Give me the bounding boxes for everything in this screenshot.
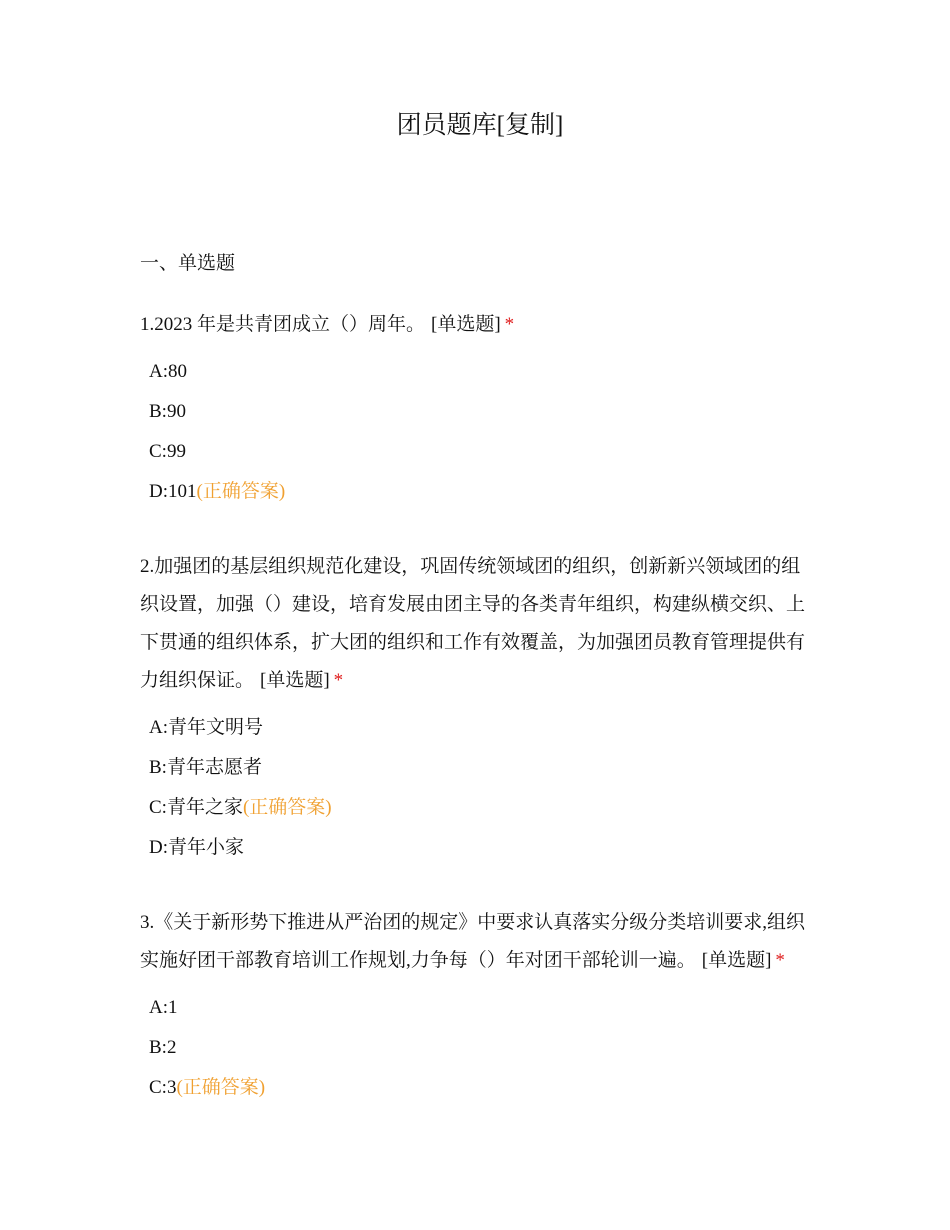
option-label: A:1 (149, 997, 178, 1018)
question-1-text-line (140, 306, 815, 344)
option-a[interactable] (149, 708, 815, 748)
option-label: B:2 (149, 1037, 177, 1058)
option-label: D:101 (149, 481, 197, 502)
option-a[interactable] (149, 352, 815, 392)
option-label: A:80 (149, 361, 187, 382)
question-3-options (149, 988, 815, 1108)
question-3-text-line (140, 904, 815, 980)
option-label: C:99 (149, 441, 186, 462)
question-1-text: 1.2023 年是共青团成立（）周年。 (140, 314, 426, 335)
question-2 (140, 548, 815, 868)
option-label: D:青年小家 (149, 837, 245, 858)
correct-answer-note: (正确答案) (176, 1077, 266, 1098)
question-1 (140, 306, 815, 512)
option-label: A:青年文明号 (149, 717, 264, 738)
question-2-options (149, 708, 815, 868)
question-3-text: 3.《关于新形势下推进从严治团的规定》中要求认真落实分级分类培训要求,组织实施好团干部教育培训工作规划,力争每（）年对团干部轮训一遍。 (140, 912, 806, 971)
correct-answer-note: (正确答案) (242, 797, 332, 818)
option-b[interactable] (149, 748, 815, 788)
option-c[interactable] (149, 788, 815, 828)
section-heading: 一、单选题 (140, 253, 236, 274)
question-2-text: 2.加强团的基层组织规范化建设，巩固传统领域团的组织，创新新兴领域团的组织设置，加强（）建设，培育发展由团主导的各类青年组织，构建纵横交织、上下贯通的组织体系，扩大团的组织和工作有效覆盖，为加强团员教育管理提供有力组织保证。 (140, 556, 806, 691)
question-1-options (149, 352, 815, 512)
question-1-type-label: [单选题] (431, 314, 501, 335)
option-d[interactable] (149, 472, 815, 512)
option-label: C:3 (149, 1077, 177, 1098)
correct-answer-note: (正确答案) (196, 481, 286, 502)
option-label: C:青年之家 (149, 797, 243, 818)
required-mark: * (775, 950, 785, 971)
required-mark: * (504, 314, 515, 335)
option-c[interactable] (149, 1068, 815, 1108)
option-label: B:青年志愿者 (149, 757, 262, 778)
option-b[interactable] (149, 1028, 815, 1068)
option-c[interactable] (149, 432, 815, 472)
question-2-text-line (140, 548, 815, 700)
option-d[interactable] (149, 828, 815, 868)
question-3-type-label: [单选题] (701, 950, 772, 971)
option-a[interactable] (149, 988, 815, 1028)
question-2-type-label: [单选题] (260, 670, 330, 691)
option-b[interactable] (149, 392, 815, 432)
option-label: B:90 (149, 401, 186, 422)
document-title: 团员题库[复制] (396, 112, 564, 139)
question-3 (140, 904, 815, 1108)
required-mark: * (333, 670, 344, 691)
